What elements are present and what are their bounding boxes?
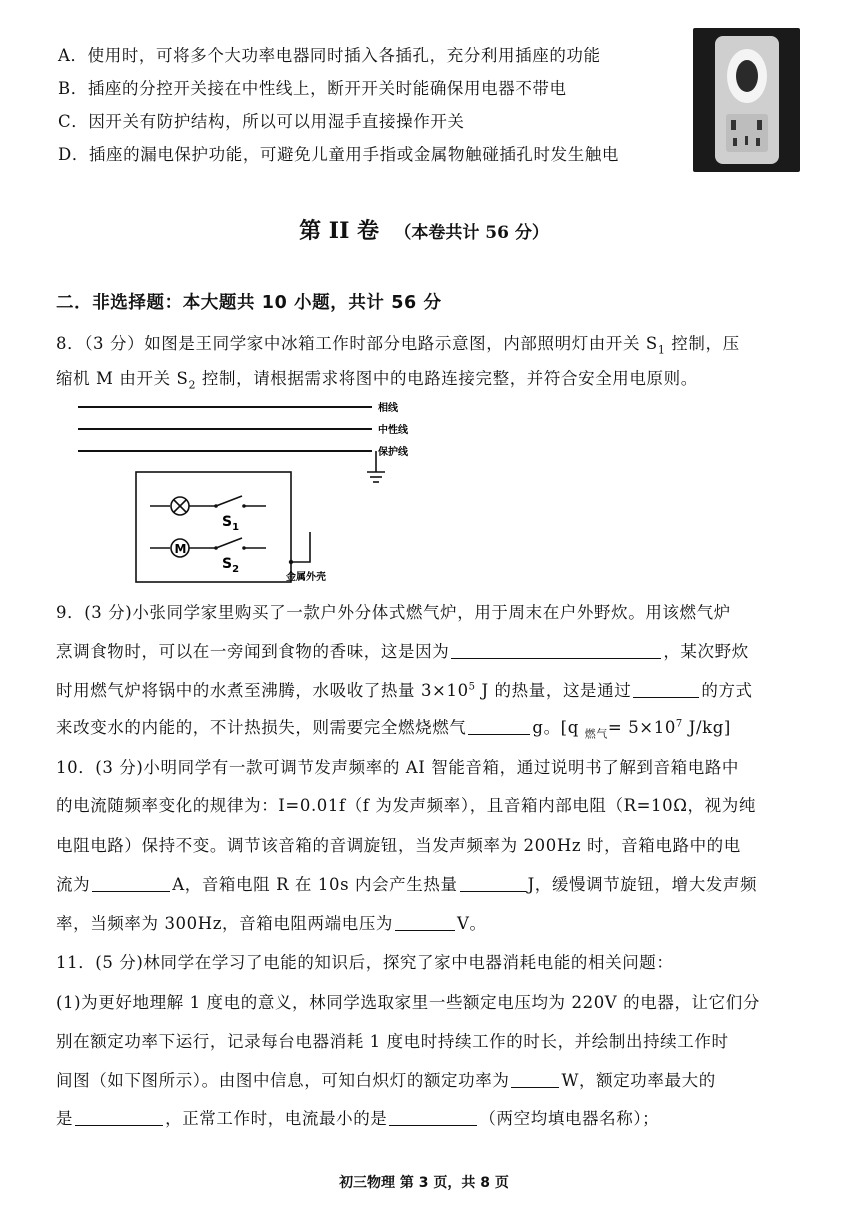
q9-line4: 来改变水的内能的，不计热损失，则需要完全燃烧燃气 g。[q $_{燃气}= 5\times 10^7$ J/kg]: [56, 718, 731, 741]
page-footer: 初三物理 第 3 页，共 8 页: [339, 1175, 509, 1191]
socket-photo: [693, 28, 800, 172]
q10-line1: 10．(3 分)小明同学有一款可调节发声频率的 AI 智能音箱，通过说明书了解到音箱电路中: [56, 758, 740, 777]
live-label: 相线: [378, 403, 398, 414]
lamp-icon: [171, 497, 189, 515]
option-b: B．插座的分控开关接在中性线上，断开开关时能确保用电器不带电: [58, 79, 567, 98]
q11-line4: 间图（如下图所示）。由图中信息，可知白炽灯的额定功率为 W，额定功率最大的: [56, 1071, 716, 1090]
option-d: D．插座的漏电保护功能，可避免儿童用手指或金属物触碰插孔时发生触电: [58, 145, 620, 164]
q10-line2: 的电流随频率变化的规律为：I=0.01f（f 为发声频率），且音箱内部电阻（R=10Ω，视为纯: [56, 796, 756, 815]
svg-text:M: M: [174, 542, 187, 556]
s2-label: $S_2$: [222, 556, 240, 575]
answer-blank[interactable]: [460, 875, 526, 892]
section-title: 第 II 卷 （本卷共计 56 分）: [299, 218, 549, 244]
motor-icon: [171, 539, 189, 557]
q10-line3: 电阻电路）保持不变。调节该音箱的音调旋钮，当发声频率为 200Hz 时，音箱电路中的电: [56, 836, 741, 855]
answer-blank[interactable]: [389, 1109, 477, 1126]
answer-blank[interactable]: [633, 681, 699, 698]
s1-label: $S_1$: [222, 514, 240, 533]
q11-line2: (1)为更好地理解 1 度电的意义，林同学选取家里一些额定电压均为 220V 的电器，让它们分: [56, 993, 760, 1012]
answer-blank[interactable]: [395, 914, 455, 931]
q10-line5: 率，当频率为 300Hz，音箱电阻两端电压为 V。: [56, 914, 487, 933]
q10-line4: 流为 A，音箱电阻 R 在 10s 内会产生热量 J，缓慢调节旋钮，增大发声频: [56, 875, 758, 894]
switch-s1: [216, 496, 242, 506]
q9-line1: 9．(3 分)小张同学家里购买了一款户外分体式燃气炉，用于周末在户外野炊。用该燃气炉: [56, 603, 731, 622]
ground-label: 保护线: [378, 447, 408, 458]
q11-line5: 是 ，正常工作时，电流最小的是 （两空均填电器名称）；: [56, 1109, 660, 1128]
option-c: C．因开关有防护结构，所以可以用湿手直接操作开关: [58, 112, 465, 131]
q11-line1: 11．(5 分)林同学在学习了电能的知识后，探究了家中电器消耗电能的相关问题：: [56, 953, 674, 972]
answer-blank[interactable]: [75, 1109, 163, 1126]
answer-blank[interactable]: [92, 875, 170, 892]
switch-s2: [216, 538, 242, 548]
answer-blank[interactable]: [511, 1071, 559, 1088]
part2-heading: 二．非选择题：本大题共 10 小题，共计 56 分: [56, 293, 442, 313]
q8-line1: 8．（3 分）如图是王同学家中冰箱工作时部分电路示意图，内部照明灯由开关 $S_1$ 控制，压: [56, 334, 740, 357]
answer-blank[interactable]: [451, 642, 661, 659]
q11-line3: 别在额定功率下运行，记录每台电器消耗 1 度电时持续工作的时长，并绘制出持续工作时: [56, 1032, 729, 1051]
option-a: A．使用时，可将多个大功率电器同时插入各插孔，充分利用插座的功能: [58, 46, 601, 65]
answer-blank[interactable]: [468, 718, 530, 735]
neutral-label: 中性线: [378, 425, 408, 436]
q9-line2: 烹调食物时，可以在一旁闻到食物的香味，这是因为 ，某次野炊: [56, 642, 749, 661]
fridge-box: [136, 472, 291, 582]
q9-line3: 时用燃气炉将锅中的水煮至沸腾，水吸收了热量 $3\times 10^5$ J 的热量，这是通过 的方式: [56, 681, 753, 700]
shell-label: 金属外壳: [286, 572, 326, 583]
q8-line2: 缩机 M 由开关 $S_2$ 控制，请根据需求将图中的电路连接完整，并符合安全用电原则。: [56, 369, 698, 392]
circuit-diagram: [70, 396, 430, 588]
